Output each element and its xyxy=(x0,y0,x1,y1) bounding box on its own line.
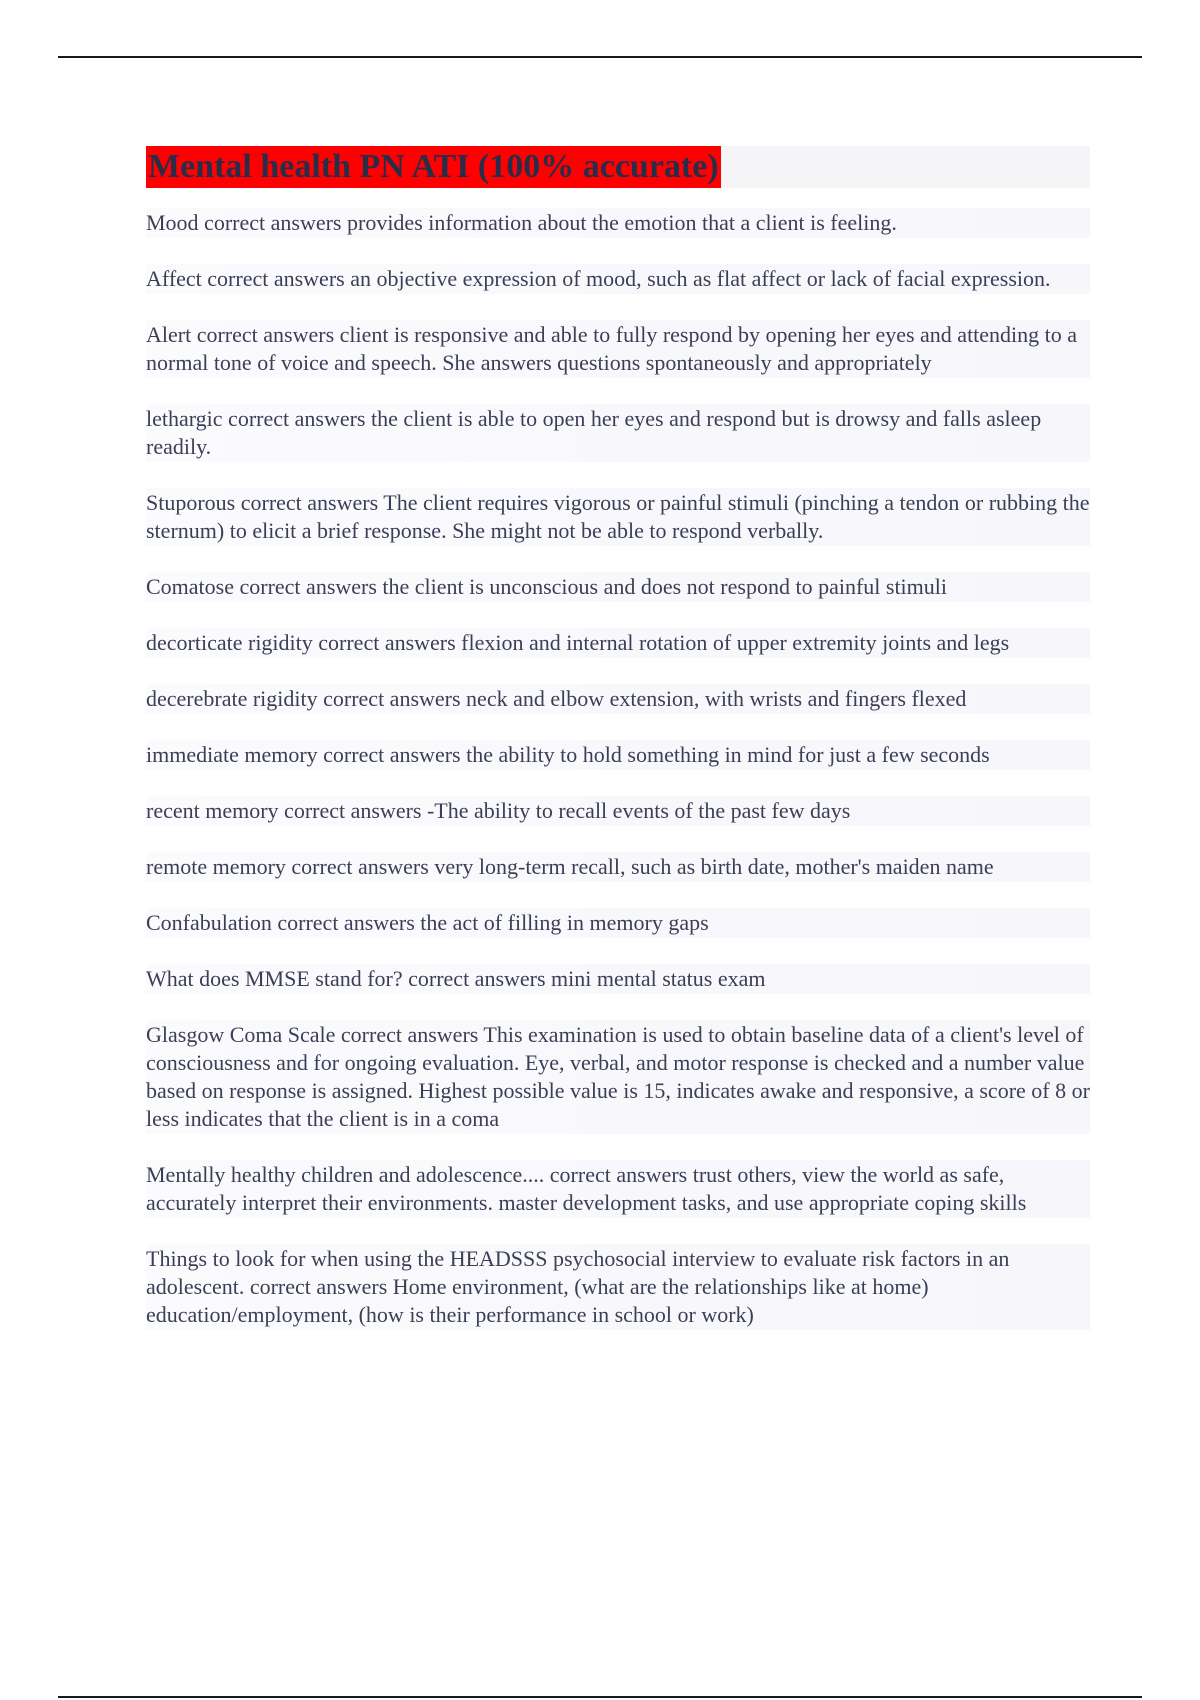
top-rule xyxy=(58,56,1142,58)
entry-mood: Mood correct answers provides information about the emotion that a client is feeling. xyxy=(146,208,1090,238)
entry-glasgow-coma-scale: Glasgow Coma Scale correct answers This examination is used to obtain baseline data of a client's level of consciousness and for ongoing evaluation. Eye, verbal, and motor response is checked and a number value based on response is assigned. Highest possible value is 15, indicates awake and responsive, a score of 8 or less indicates that the client is in a coma xyxy=(146,1020,1090,1134)
entry-mentally-healthy-children: Mentally healthy children and adolescence.... correct answers trust others, view the world as safe, accurately interpret their environments. master development tasks, and use appropriate coping skills xyxy=(146,1160,1090,1218)
document-body xyxy=(146,146,1090,1356)
entry-remote-memory: remote memory correct answers very long-term recall, such as birth date, mother's maiden name xyxy=(146,852,1090,882)
entry-immediate-memory: immediate memory correct answers the ability to hold something in mind for just a few seconds xyxy=(146,740,1090,770)
entry-alert: Alert correct answers client is responsive and able to fully respond by opening her eyes and attending to a normal tone of voice and speech. She answers questions spontaneously and appropriately xyxy=(146,320,1090,378)
entry-confabulation: Confabulation correct answers the act of filling in memory gaps xyxy=(146,908,1090,938)
entry-affect: Affect correct answers an objective expression of mood, such as flat affect or lack of facial expression. xyxy=(146,264,1090,294)
entry-comatose: Comatose correct answers the client is unconscious and does not respond to painful stimuli xyxy=(146,572,1090,602)
entry-headsss-interview: Things to look for when using the HEADSSS psychosocial interview to evaluate risk factors in an adolescent. correct answers Home environment, (what are the relationships like at home) education/employment, (how is their performance in school or work) xyxy=(146,1244,1090,1330)
entry-decerebrate-rigidity: decerebrate rigidity correct answers neck and elbow extension, with wrists and fingers flexed xyxy=(146,684,1090,714)
title-row xyxy=(146,146,1090,188)
entry-recent-memory: recent memory correct answers -The ability to recall events of the past few days xyxy=(146,796,1090,826)
document-title: Mental health PN ATI (100% accurate) xyxy=(146,146,721,188)
entry-stuporous: Stuporous correct answers The client requires vigorous or painful stimuli (pinching a tendon or rubbing the sternum) to elicit a brief response. She might not be able to respond verbally. xyxy=(146,488,1090,546)
entry-lethargic: lethargic correct answers the client is able to open her eyes and respond but is drowsy and falls asleep readily. xyxy=(146,404,1090,462)
bottom-rule xyxy=(58,1696,1142,1698)
entry-decorticate-rigidity: decorticate rigidity correct answers flexion and internal rotation of upper extremity joints and legs xyxy=(146,628,1090,658)
entry-mmse: What does MMSE stand for? correct answers mini mental status exam xyxy=(146,964,1090,994)
